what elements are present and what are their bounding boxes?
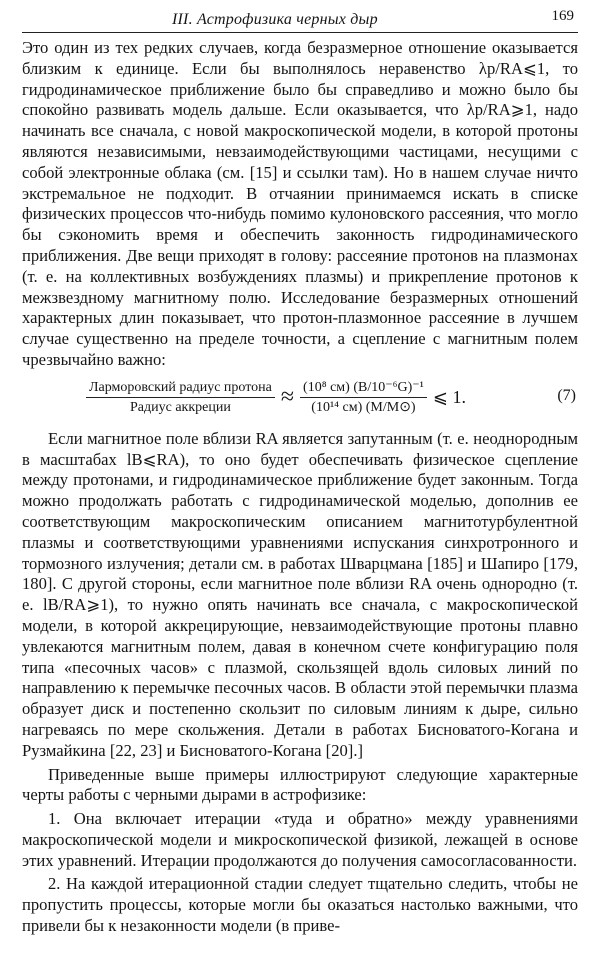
running-header xyxy=(22,6,578,33)
page-number: 169 xyxy=(551,8,574,24)
lhs-numerator: Ларморовский радиус протона xyxy=(86,379,275,398)
rhs-denominator: (10¹⁴ см) (M/M⊙) xyxy=(311,399,416,415)
inequality: ⩽ 1. xyxy=(432,386,466,407)
paragraph-4: 1. Она включает итерации «туда и обратно» между уравнениями макроскопической модели и микроскопической физикой, лежащей в основе этих уравнений. Итерации продолжаются до получения самосогласованности. xyxy=(22,809,578,870)
lhs-fraction xyxy=(86,379,275,416)
rhs-fraction xyxy=(300,379,427,416)
equation-body xyxy=(86,379,466,416)
paragraph-3: Приведенные выше примеры иллюстрируют следующие характерные черты работы с черными дырами в астрофизике: xyxy=(22,764,578,805)
lhs-denominator: Радиус аккреции xyxy=(130,399,231,415)
equation-number: (7) xyxy=(557,386,576,404)
approx-sign: ≈ xyxy=(280,384,295,411)
paragraph-5: 2. На каждой итерационной стадии следует тщательно следить, чтобы не пропустить процессы, которые могли бы оказаться настолько важными, что привели бы к незаконности модели (в приве- xyxy=(22,874,578,936)
paragraph-1: Это один из тех редких случаев, когда безразмерное отношение оказывается близким к единице. Если бы выполнялось неравенство λp/RA⩽1, то гидродинамическое приближение было бы справедливо и можно было бы спокойно развивать модель дальше. Если оказывается, что λp/RA⩾1, надо начинать все сначала, с новой макроскопической модели, в которой протоны являются независимыми, невзаимодействующими частицами, несущими с собой электронные облака (см. [15] и ссылки там). Но в нашем случае ничто экстремальное не подходит. В отчаянии принимаемся искать в списке физических процессов что-нибудь помимо кулоновского рассеяния, что могло бы сэкономить время и обеспечить законность гидродинамического приближения. Две вещи приходят в голову: рассеяние протонов на плазмонах (т. е. на коллективных возбуждениях плазмы) и прикрепление протонов к межзвездному магнитному полю. Исследование безразмерных отношений характерных длин показывает, что протон-плазмонное рассеяние в лучшем случае существенно на пределе точности, а сцепление с магнитным полем чрезвычайно важно: xyxy=(22,38,578,369)
paragraph-2: Если магнитное поле вблизи RA является запутанным (т. е. неоднородным в масштабах lB⩽RA), то оно будет обеспечивать физическое сцепление между протонами, и гидродинамическое приближение будет законным. Тогда можно продолжать работать с гидродинамической моделью, дополнив ее соответствующим макроскопическим описанием магнитотурбулентной плазмы и соответствующими уравнениями испускания синхротронного и тормозного излучения; детали см. в работах Шварцмана [185] и Шапиро [179, 180]. С другой стороны, если магнитное поле вблизи RA очень однородно (т. е. lB/RA⩾1), то нужно опять начинать все сначала, с макроскопической модели, в которой аккрецирующие, невзаимодействующие протоны плавно увлекаются магнитным полем, давая в конечном счете конфигурацию поля типа «песочных часов» с плазмой, скользящей вдоль силовых линий по направлению к перемычке песочных часов. В области этой перемычки плазма образует диск и постепенно скользит по силовым линиям к дыре, сильно нагреваясь по мере скольжения. Детали в работах Бисноватого-Когана и Рузмайкина [22, 23] и Бисноватого-Когана [20].] xyxy=(22,428,578,760)
rhs-numerator: (10⁸ см) (B/10⁻⁶G)⁻¹ xyxy=(300,379,427,398)
equation-7 xyxy=(22,377,578,419)
body-text xyxy=(22,38,578,937)
running-title: III. Астрофизика черных дыр xyxy=(172,11,378,28)
